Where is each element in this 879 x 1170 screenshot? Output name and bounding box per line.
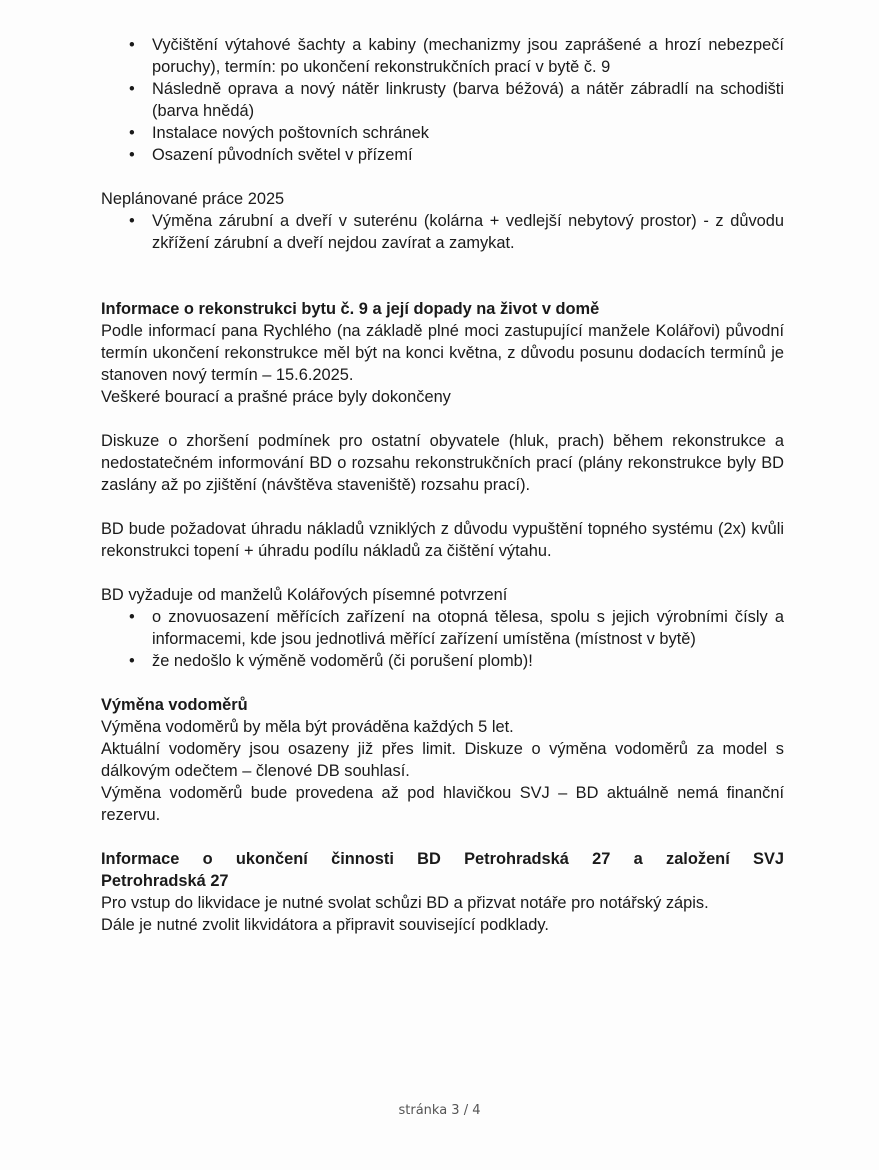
- liquidation-heading: Informace o ukončení činnosti BD Petrohradská 27 a založení SVJ: [101, 850, 784, 868]
- liquidation-paragraph: Dále je nutné zvolit likvidátora a připravit související podklady.: [101, 916, 549, 934]
- bullet-icon: •: [129, 212, 135, 230]
- reconstruction-paragraph: Veškeré bourací a prašné práce byly dokončeny: [101, 388, 451, 406]
- list-item: • Osazení původních světel v přízemí: [129, 146, 413, 164]
- bullet-icon: •: [129, 124, 135, 142]
- confirmation-list: [101, 606, 784, 672]
- reconstruction-paragraph: BD bude požadovat úhradu nákladů vzniklých z důvodu vypuštění topného systému (2x) kvůli rekonstrukci topení + úhradu podílu nákladů za čištění výtahu.: [101, 520, 784, 560]
- reconstruction-paragraph: Diskuze o zhoršení podmínek pro ostatní obyvatele (hluk, prach) během rekonstrukce a nedostatečném informování BD o rozsahu rekonstrukčních prací (plány rekonstrukce byly BD zaslány až po zjištění (návštěva staveniště) rozsahu prací).: [101, 432, 784, 494]
- list-item: • Instalace nových poštovních schránek: [129, 124, 429, 142]
- unplanned-works-list: [101, 210, 784, 254]
- list-item: • o znovuosazení měřících zařízení na otopná tělesa, spolu s jejich výrobními čísly a informacemi, kde jsou jednotlivá měřící zařízení umístěna (místnost v bytě): [129, 608, 784, 648]
- liquidation-paragraph: Pro vstup do likvidace je nutné svolat schůzi BD a přizvat notáře pro notářský zápis.: [101, 894, 709, 912]
- page-number: stránka 3 / 4: [398, 1103, 481, 1118]
- water-meter-paragraph: Výměna vodoměrů by měla být prováděna každých 5 let.: [101, 718, 514, 736]
- water-meter-paragraph: Aktuální vodoměry jsou osazeny již přes limit. Diskuze o výměna vodoměrů za model s dálkovým odečtem – členové DB souhlasí.: [101, 740, 784, 780]
- bullet-icon: •: [129, 146, 135, 164]
- reconstruction-paragraph: BD vyžaduje od manželů Kolářových písemné potvrzení: [101, 586, 508, 604]
- bullet-icon: •: [129, 652, 135, 670]
- liquidation-heading-continued: Petrohradská 27: [101, 872, 229, 890]
- bullet-icon: •: [129, 80, 135, 98]
- water-meter-heading: Výměna vodoměrů: [101, 696, 248, 714]
- reconstruction-paragraph: Podle informací pana Rychlého (na základě plné moci zastupující manžele Kolářovi) původní termín ukončení rekonstrukce měl být na konci května, z důvodu posunu dodacích termínů je stanoven nový termín – 15.6.2025.: [101, 322, 784, 384]
- list-item: • Výměna zárubní a dveří v suterénu (kolárna + vedlejší nebytový prostor) - z důvodu zkřížení zárubní a dveří nejdou zavírat a zamykat.: [129, 212, 784, 252]
- list-item: • Následně oprava a nový nátěr linkrusty (barva béžová) a nátěr zábradlí na schodišti (barva hnědá): [129, 80, 784, 120]
- water-meter-paragraph: Výměna vodoměrů bude provedena až pod hlavičkou SVJ – BD aktuálně nemá finanční rezervu.: [101, 784, 784, 824]
- list-item: • že nedošlo k výměně vodoměrů (či porušení plomb)!: [129, 652, 533, 670]
- list-item: • Vyčištění výtahové šachty a kabiny (mechanizmy jsou zaprášené a hrozí nebezpečí poruchy), termín: po ukončení rekonstrukčních prací v bytě č. 9: [129, 36, 784, 76]
- page-content: [101, 34, 784, 936]
- bullet-icon: •: [129, 36, 135, 54]
- reconstruction-heading: Informace o rekonstrukci bytu č. 9 a její dopady na život v domě: [101, 300, 600, 318]
- planned-works-list: [101, 34, 784, 166]
- unplanned-works-title: Neplánované práce 2025: [101, 190, 285, 208]
- bullet-icon: •: [129, 608, 135, 626]
